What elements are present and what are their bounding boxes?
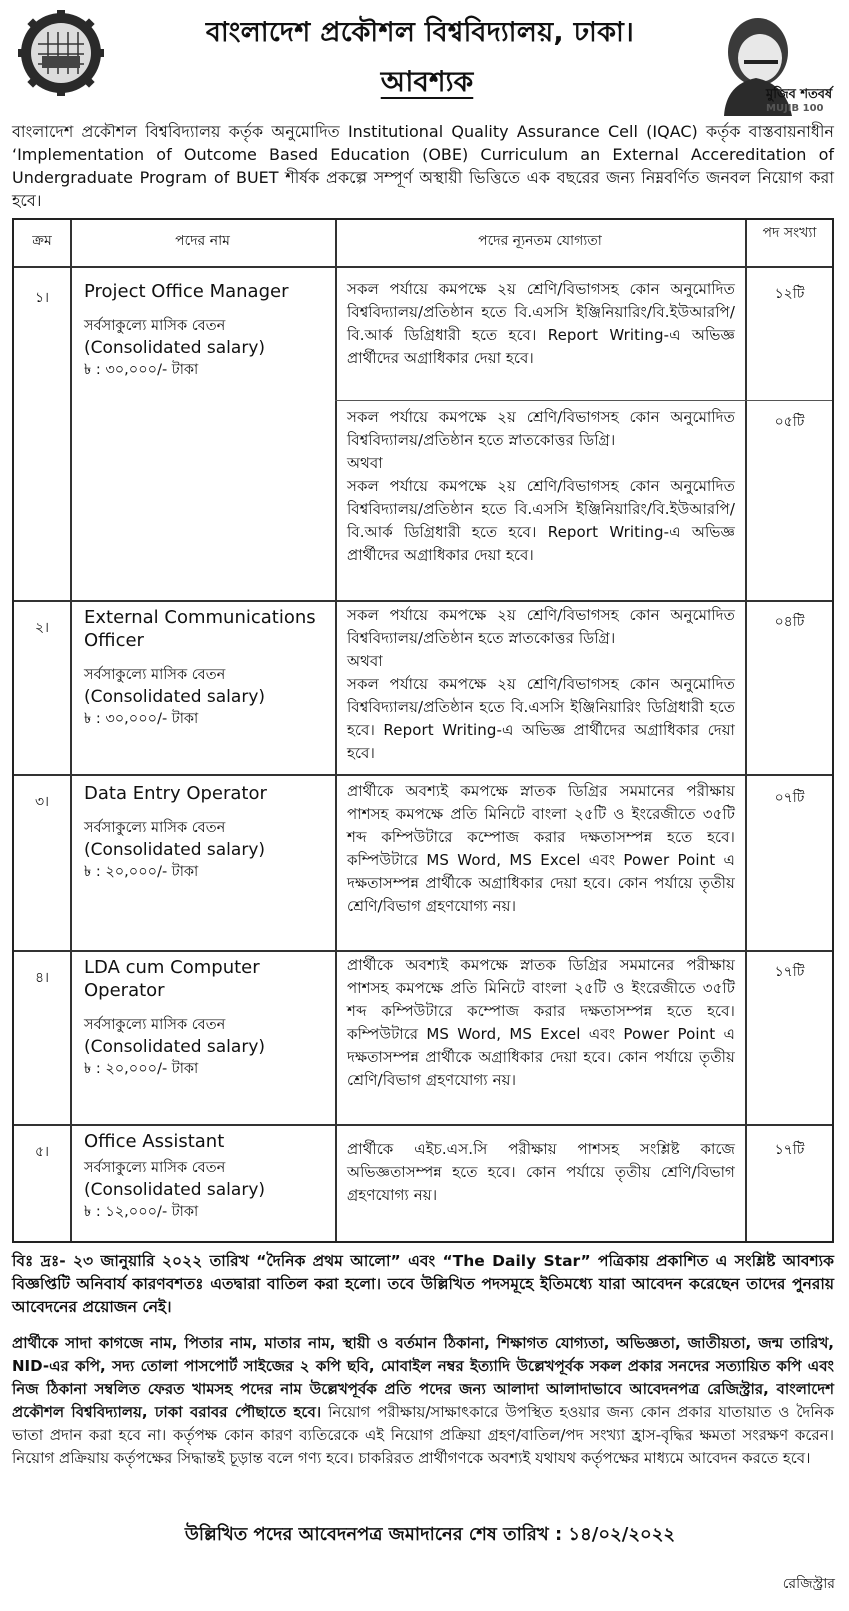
- row-2-serial: ২।: [34, 620, 50, 636]
- salary-amount: ৳ : ১২,০০০/- টাকা: [84, 1204, 199, 1220]
- post-name: External Communications Officer: [84, 607, 316, 651]
- salary-label-bn: সর্বসাকুল্যে মাসিক বেতন: [84, 667, 226, 683]
- salary-label-en: (Consolidated salary): [84, 687, 266, 707]
- row-2-qualification: [347, 604, 735, 765]
- qual-option-1: সকল পর্যায়ে কমপক্ষে ২য় শ্রেণি/বিভাগসহ কোন অনুমোদিত বিশ্ববিদ্যালয়/প্রতিষ্ঠান হতে স্নাতকোত্তর ডিগ্রি।: [347, 606, 735, 647]
- mujib-100-emblem-text: [766, 88, 836, 116]
- salary-block: [84, 315, 329, 381]
- qual-or: অথবা: [347, 652, 383, 670]
- header-serial: ক্রম: [32, 233, 52, 249]
- row-3-serial: ৩।: [34, 794, 50, 810]
- signatory: রেজিস্ট্রার: [782, 1576, 835, 1592]
- row-5-serial: ৫।: [34, 1144, 50, 1160]
- salary-amount: ৳ : ৩০,০০০/- টাকা: [84, 362, 199, 378]
- salary-amount: ৳ : ৩০,০০০/- টাকা: [84, 711, 199, 727]
- row-4-qualification: প্রার্থীকে অবশ্যই কমপক্ষে স্নাতক ডিগ্রির সমমানের পরীক্ষায় পাশসহ কমপক্ষে প্রতি মিনিটে বাংলা ২৫টি ও ইংরেজীতে ৩৫টি শব্দ কম্পিউটারে কম্পোজ করার দক্ষতাসম্পন্ন হতে হবে। কম্পিউটারে MS Word, MS Excel এবং Power Point এ দক্ষতাসম্পন্ন প্রার্থীকে অগ্রাধিকার দেয়া হবে। কোন পর্যায়ে তৃতীয় শ্রেণি/বিভাগ গ্রহণযোগ্য নয়।: [347, 956, 735, 1089]
- qual-option-2: সকল পর্যায়ে কমপক্ষে ২য় শ্রেণি/বিভাগসহ কোন অনুমোদিত বিশ্ববিদ্যালয়/প্রতিষ্ঠান হতে বি.এসসি ইঞ্জিনিয়ারিং ডিগ্রিধারী হতে হবে। Report Writing-এ অভিজ্ঞ প্রার্থীদের অগ্রাধিকার দেয়া হবে।: [347, 675, 735, 762]
- instructions-rest: নিয়োগ পরীক্ষায়/সাক্ষাৎকারে উপস্থিত হওয়ার জন্য কোন প্রকার যাতায়াত ও দৈনিক ভাতা প্রদান করা হবে না। কর্তৃপক্ষ কোন কারণ ব্যতিরেকে এই নিয়োগ প্রক্রিয়া গ্রহণ/বাতিল/পদ সংখ্যা হ্রাস-বৃদ্ধির ক্ষমতা সংরক্ষণ করেন। নিয়োগ প্রক্রিয়ায় কর্তৃপক্ষের সিদ্ধান্তই চূড়ান্ত বলে গণ্য হবে। চাকরিরত প্রার্থীগণকে অবশ্যই যথাযথ কর্তৃপক্ষের মাধ্যমে আবেদন করতে হবে।: [12, 1403, 835, 1467]
- buet-logo-icon: [18, 10, 104, 96]
- post-name: LDA cum Computer Operator: [84, 957, 260, 1001]
- salary-block: [84, 1157, 329, 1223]
- application-deadline: উল্লিখিত পদের আবেদনপত্র জমাদানের শেষ তারিখ : ১৪/০২/২০২২: [184, 1524, 676, 1545]
- application-instructions: [12, 1332, 834, 1470]
- row-2-post: [84, 606, 332, 730]
- salary-label-en: (Consolidated salary): [84, 338, 266, 358]
- notice-cancellation-note: বিঃ দ্রঃ- ২৩ জানুয়ারি ২০২২ তারিখ “দৈনিক প্রথম আলো” এবং “The Daily Star” পত্রিকায় প্রকাশিত এ সংশ্লিষ্ট আবশ্যক বিজ্ঞপ্তিটি অনিবার্য কারণবশতঃ এতদ্বারা বাতিল করা হলো। তবে উল্লিখিত পদসমূহে ইতিমধ্যে যারা আবেদন করেছেন তাদের পুনরায় আবেদনের প্রয়োজন নেই।: [12, 1252, 834, 1316]
- row-1-qualification-a: সকল পর্যায়ে কমপক্ষে ২য় শ্রেণি/বিভাগসহ কোন অনুমোদিত বিশ্ববিদ্যালয়/প্রতিষ্ঠান হতে বি.এসসি ইঞ্জিনিয়ারিং/বি.ইউআরপি/বি.আর্ক ডিগ্রিধারী হতে হবে। Report Writing-এ অভিজ্ঞ প্রার্থীদের অগ্রাধিকার দেয়া হবে।: [347, 280, 736, 367]
- job-posts-table: [12, 218, 834, 1243]
- qual-option-2: সকল পর্যায়ে কমপক্ষে ২য় শ্রেণি/বিভাগসহ কোন অনুমোদিত বিশ্ববিদ্যালয়/প্রতিষ্ঠান হতে বি.এসসি ইঞ্জিনিয়ারিং/বি.ইউআরপি/বি.আর্ক ডিগ্রিধারী হতে হবে। Report Writing-এ অভিজ্ঞ প্রার্থীদের অগ্রাধিকার দেয়া হবে।: [347, 477, 736, 564]
- salary-block: [84, 664, 332, 730]
- header-qualification: পদের ন্যূনতম যোগ্যতা: [478, 233, 602, 249]
- instructions-bold: প্রার্থীকে সাদা কাগজে নাম, পিতার নাম, মাতার নাম, স্থায়ী ও বর্তমান ঠিকানা, শিক্ষাগত যোগ্যতা, অভিজ্ঞতা, জাতীয়তা, জন্ম তারিখ, NID-এর কপি, সদ্য তোলা পাসপোর্ট সাইজের ২ কপি ছবি, মোবাইল নম্বর ইত্যাদি উল্লেখপূর্বক সকল প্রকার সনদের সত্যায়িত কপি এবং নিজ ঠিকানা সম্বলিত ফেরত খামসহ পদের নাম উল্লেখপূর্বক প্রতি পদের জন্য আলাদা আলাদাভাবে আবেদনপত্র রেজিস্ট্রার, বাংলাদেশ প্রকৌশল বিশ্ববিদ্যালয়, ঢাকা বরাবর পৌছাতে হবে।: [12, 1334, 834, 1421]
- salary-block: [84, 817, 329, 883]
- salary-label-en: (Consolidated salary): [84, 1180, 266, 1200]
- salary-label-bn: সর্বসাকুল্যে মাসিক বেতন: [84, 318, 226, 334]
- emblem-text: মুজিব শতবর্ষ: [766, 87, 833, 102]
- row-4-post: [84, 956, 329, 1080]
- advertisement-heading: আবশ্যক: [380, 65, 474, 98]
- row-3-count: ০৭টি: [774, 790, 805, 806]
- post-name: Office Assistant: [84, 1131, 225, 1152]
- row-5-post: [84, 1130, 329, 1223]
- row-1-serial: ১।: [34, 290, 50, 306]
- post-name: Data Entry Operator: [84, 783, 267, 804]
- row-1-post: [84, 280, 329, 381]
- university-title: বাংলাদেশ প্রকৌশল বিশ্ববিদ্যালয়, ঢাকা।: [205, 17, 635, 48]
- salary-label-bn: সর্বসাকুল্যে মাসিক বেতন: [84, 820, 226, 836]
- salary-label-bn: সর্বসাকুল্যে মাসিক বেতন: [84, 1160, 226, 1176]
- salary-label-bn: সর্বসাকুল্যে মাসিক বেতন: [84, 1017, 226, 1033]
- qual-option-1: সকল পর্যায়ে কমপক্ষে ২য় শ্রেণি/বিভাগসহ কোন অনুমোদিত বিশ্ববিদ্যালয়/প্রতিষ্ঠান হতে স্নাতকোত্তর ডিগ্রি।: [347, 408, 735, 449]
- row-3-qualification: প্রার্থীকে অবশ্যই কমপক্ষে স্নাতক ডিগ্রির সমমানের পরীক্ষায় পাশসহ কমপক্ষে প্রতি মিনিটে বাংলা ২৫টি ও ইংরেজীতে ৩৫টি শব্দ কম্পিউটারে কম্পোজ করার দক্ষতাসম্পন্ন হতে হবে। কম্পিউটারে MS Word, MS Excel এবং Power Point এ দক্ষতাসম্পন্ন প্রার্থীকে অগ্রাধিকার দেয়া হবে। কোন পর্যায়ে তৃতীয় শ্রেণি/বিভাগ গ্রহণযোগ্য নয়।: [347, 782, 735, 915]
- row-4-serial: ৪।: [34, 970, 50, 986]
- salary-amount: ৳ : ২০,০০০/- টাকা: [84, 864, 199, 880]
- intro-paragraph: বাংলাদেশ প্রকৌশল বিশ্ববিদ্যালয় কর্তৃক অনুমোদিত Institutional Quality Assurance Cell (IQAC) কর্তৃক বাস্তবায়নাধীন ‘Implementation of Outcome Based Education (OBE) Curriculum an External Accereditation of Undergraduate Program of BUET শীর্ষক প্রকল্পে সম্পূর্ণ অস্থায়ী ভিত্তিতে এক বছরের জন্য নিম্নবর্ণিত জনবল নিয়োগ করা হবে।: [12, 122, 834, 210]
- qual-or: অথবা: [347, 454, 383, 472]
- emblem-badge: MUJIB 100: [766, 103, 824, 114]
- post-name: Project Office Manager: [84, 281, 289, 302]
- salary-amount: ৳ : ২০,০০০/- টাকা: [84, 1061, 199, 1077]
- salary-block: [84, 1014, 329, 1080]
- header-post-count: পদ সংখ্যা: [762, 225, 817, 241]
- row-2-count: ০৪টি: [774, 614, 805, 630]
- row-5-qualification: প্রার্থীকে এইচ.এস.সি পরীক্ষায় পাশসহ সংশ্লিষ্ট কাজে অভিজ্ঞতাসম্পন্ন হতে হবে। কোন পর্যায়ে তৃতীয় শ্রেণি/বিভাগ গ্রহণযোগ্য নয়।: [347, 1140, 735, 1204]
- row-1-qualification-b: [347, 406, 735, 567]
- header-post-name: পদের নাম: [175, 233, 230, 249]
- row-4-count: ১৭টি: [774, 964, 805, 980]
- row-1-count-b: ০৫টি: [774, 414, 805, 430]
- row-1-count-a: ১২টি: [774, 286, 805, 302]
- row-3-post: [84, 782, 329, 883]
- salary-label-en: (Consolidated salary): [84, 1037, 266, 1057]
- salary-label-en: (Consolidated salary): [84, 840, 266, 860]
- row-5-count: ১৭টি: [774, 1142, 805, 1158]
